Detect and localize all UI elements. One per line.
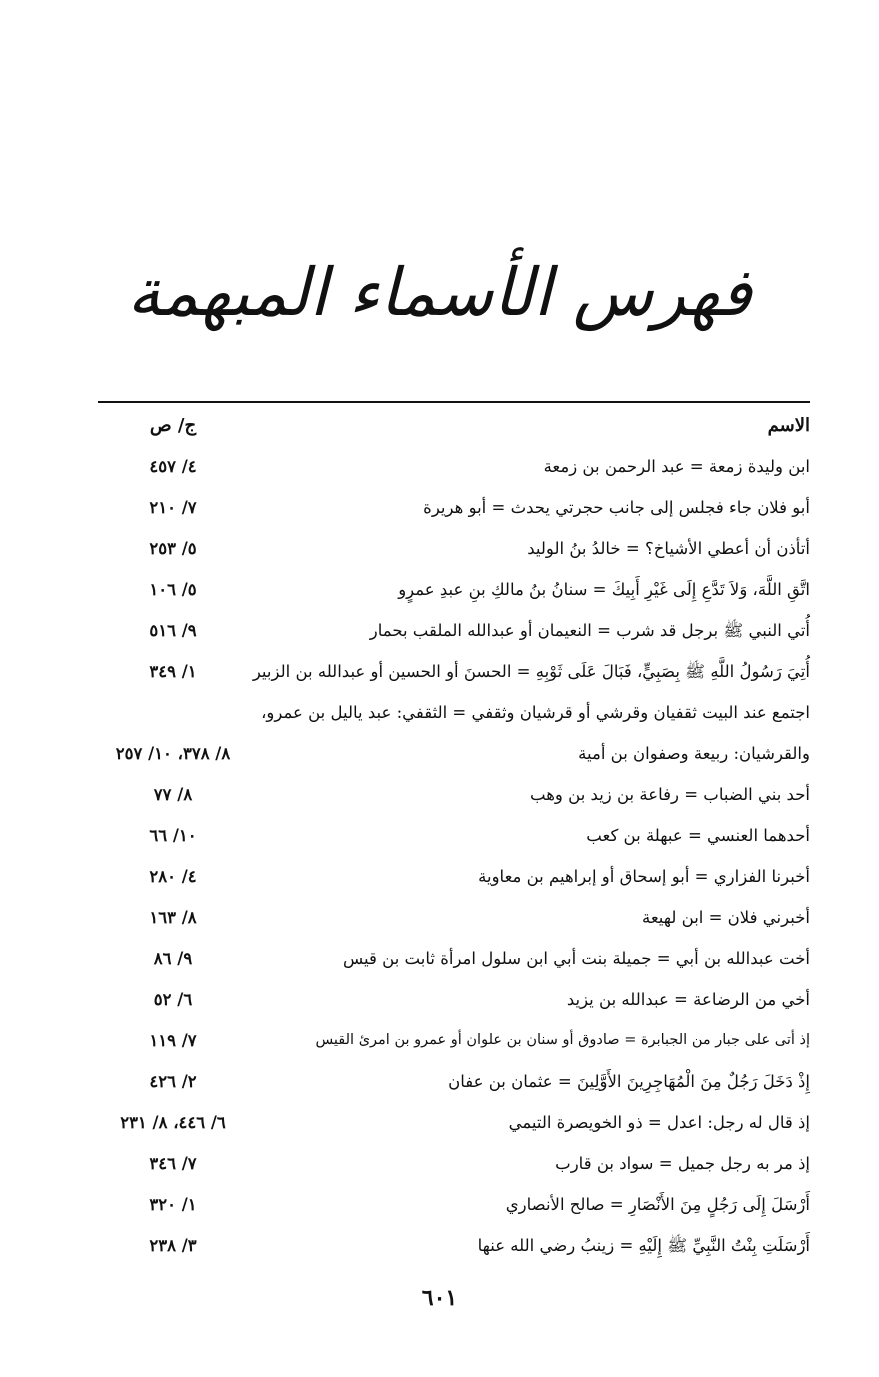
column-header-ref: ج/ ص (149, 415, 197, 436)
entry-ref: ٥/ ١٠٦ (149, 580, 197, 599)
entry-name: إذ مر به رجل جميل = سواد بن قارب (555, 1154, 810, 1173)
entry-name: أحدهما العنسي = عبهلة بن كعب (586, 826, 810, 845)
table-row (98, 938, 810, 979)
entry-ref: ٩/ ٥١٦ (149, 621, 197, 640)
entry-ref: ٤/ ٢٨٠ (149, 867, 197, 886)
table-row (98, 1020, 810, 1061)
entry-ref: ٧/ ٣٤٦ (149, 1154, 197, 1173)
header-rule (98, 401, 810, 403)
table-row (98, 979, 810, 1020)
entry-name: والقرشيان: ربيعة وصفوان بن أمية (578, 744, 810, 763)
entry-ref: ٤/ ٤٥٧ (149, 457, 197, 476)
table-row (98, 733, 810, 774)
table-row (98, 692, 810, 733)
entry-name: أُتي النبي ﷺ برجل قد شرب = النعيمان أو عبدالله الملقب بحمار (369, 621, 810, 640)
table-row (98, 1225, 810, 1266)
entry-ref: ٨/ ٣٧٨، ١٠/ ٢٥٧ (115, 744, 231, 763)
entry-name: اتَّقِ اللَّهَ، وَلاَ تَدَّعِ إِلَى غَيْرِ أَبِيكَ = سنانُ بنُ مالكِ بنِ عبدِ عمرٍو (398, 580, 810, 599)
table-row (98, 856, 810, 897)
table-row (98, 528, 810, 569)
table-row (98, 774, 810, 815)
table-row (98, 1143, 810, 1184)
table-row (98, 1102, 810, 1143)
entry-ref: ١٠/ ٦٦ (149, 826, 197, 845)
entry-ref: ٨/ ١٦٣ (149, 908, 197, 927)
entry-name: أَرْسَلَ إِلَى رَجُلٍ مِنَ الأَنْصَارِ = صالح الأنصاري (505, 1195, 810, 1214)
page-number: ٦٠١ (421, 1285, 458, 1311)
entry-name: ابن وليدة زمعة = عبد الرحمن بن زمعة (543, 457, 810, 476)
entry-ref: ١/ ٣٢٠ (149, 1195, 197, 1214)
index-table (98, 405, 810, 1266)
table-row (98, 446, 810, 487)
page-title: فهرس الأسماء المبهمة (127, 254, 752, 331)
entry-ref: ٩/ ٨٦ (153, 949, 193, 968)
table-row (98, 897, 810, 938)
entry-name: أخت عبدالله بن أبي = جميلة بنت أبي ابن سلول امرأة ثابت بن قيس (343, 949, 810, 968)
entry-name: أخبرني فلان = ابن لهيعة (641, 908, 810, 927)
table-row (98, 651, 810, 692)
entry-name: إِذْ دَخَلَ رَجُلٌ مِنَ الْمُهَاجِرِينَ الأَوَّلِينَ = عثمان بن عفان (448, 1072, 810, 1091)
table-row (98, 610, 810, 651)
entry-ref: ١/ ٣٤٩ (149, 662, 197, 681)
entry-name: إذ أتى على جبار من الجبابرة = صادوق أو سنان بن علوان أو عمرو بن امرئ القيس (315, 1032, 810, 1048)
entry-name: أتأذن أن أعطي الأشياخ؟ = خالدُ بنُ الوليد (527, 539, 810, 558)
table-row (98, 815, 810, 856)
table-row (98, 1184, 810, 1225)
entry-name: أبو فلان جاء فجلس إلى جانب حجرتي يحدث = أبو هريرة (423, 498, 810, 517)
entry-ref: ٣/ ٢٣٨ (149, 1236, 197, 1255)
entry-name: أخبرنا الفزاري = أبو إسحاق أو إبراهيم بن معاوية (478, 867, 810, 886)
entry-ref: ٦/ ٥٢ (153, 990, 193, 1009)
entry-name: أحد بني الضباب = رفاعة بن زيد بن وهب (530, 785, 810, 804)
entry-ref: ٧/ ١١٩ (149, 1031, 197, 1050)
table-header (98, 405, 810, 446)
entry-ref: ٢/ ٤٢٦ (149, 1072, 197, 1091)
table-row (98, 487, 810, 528)
table-row (98, 569, 810, 610)
entry-name: أَرْسَلَتِ بِنْتُ النَّبِيِّ ﷺ إِلَيْهِ = زينبُ رضي الله عنها (477, 1236, 810, 1255)
entry-name: أخي من الرضاعة = عبدالله بن يزيد (566, 990, 810, 1009)
entry-name: أُتِيَ رَسُولُ اللَّهِ ﷺ بِصَبِيٍّ، فَبَالَ عَلَى ثَوْبِهِ = الحسنَ أو الحسين أو عبدالله بن الزبير (252, 662, 810, 681)
entry-ref: ٥/ ٢٥٣ (149, 539, 197, 558)
table-row (98, 1061, 810, 1102)
entry-ref: ٨/ ٧٧ (153, 785, 193, 804)
column-header-name: الاسم (767, 415, 810, 436)
entry-name: إذ قال له رجل: اعدل = ذو الخويصرة التيمي (508, 1113, 810, 1132)
entry-ref: ٧/ ٢١٠ (149, 498, 197, 517)
entry-ref: ٦/ ٤٤٦، ٨/ ٢٣١ (120, 1113, 226, 1132)
entry-name: اجتمع عند البيت ثقفيان وقرشي أو قرشيان وثقفي = الثقفي: عبد ياليل بن عمرو، (261, 703, 810, 722)
